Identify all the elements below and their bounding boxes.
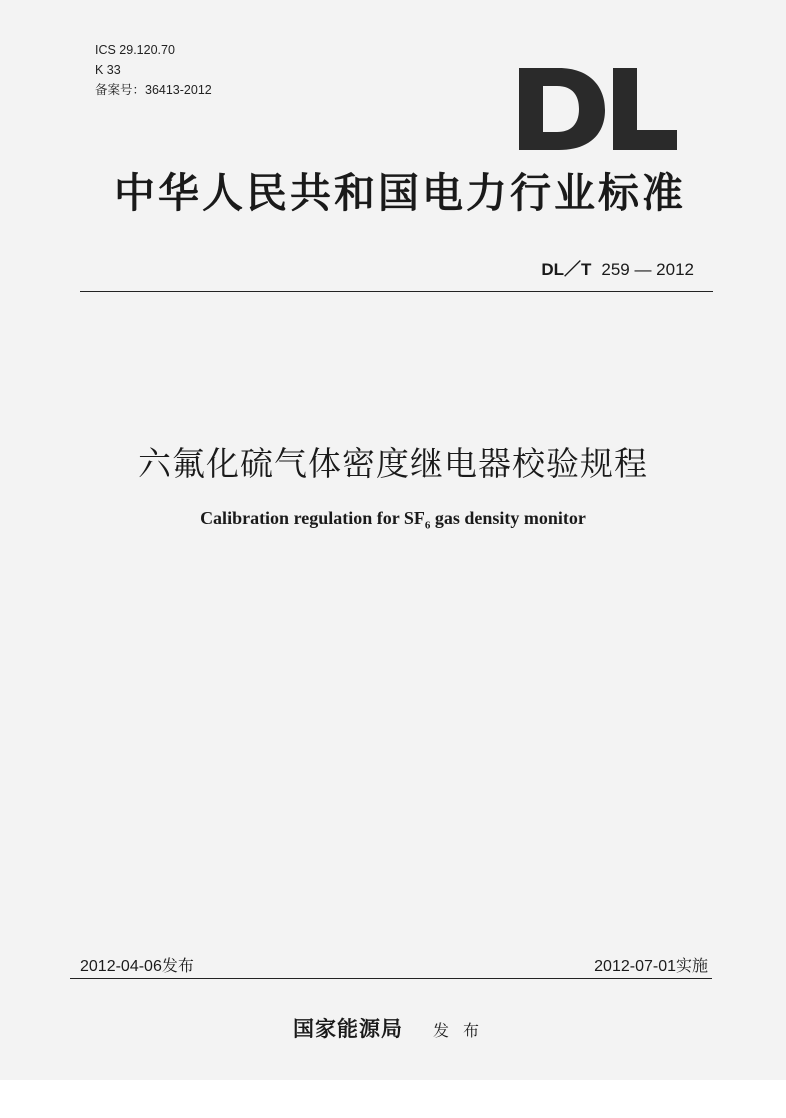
publisher-line: [0, 1013, 786, 1043]
title-english-subscript: 6: [424, 519, 431, 532]
ccs-code: K 33: [95, 63, 121, 77]
dl-logo: [519, 64, 679, 154]
standard-classification: 中华人民共和国电力行业标准: [114, 169, 686, 217]
publisher-action: 发布: [432, 1021, 493, 1040]
implementation-date: 2012-07-01实施: [594, 958, 708, 975]
document-title-chinese: 六氟化硫气体密度继电器校验规程: [138, 444, 648, 483]
title-english-part-1: Calibration regulation for SF: [200, 508, 425, 528]
document-title-english: [0, 508, 786, 532]
footer-divider: [70, 978, 712, 979]
title-english-part-2: gas density monitor: [430, 508, 586, 528]
standard-code: DL／T: [541, 260, 592, 279]
standard-number: [541, 255, 694, 280]
publisher-organization: 国家能源局: [292, 1016, 403, 1041]
standard-number-value: 259 — 2012: [601, 260, 694, 279]
dl-logo-mark: [519, 64, 679, 154]
classification-block: [95, 40, 212, 100]
filing-number: 备案号：36413-2012: [95, 83, 212, 97]
header-divider: [80, 291, 713, 292]
ics-code: ICS 29.120.70: [95, 43, 175, 57]
issue-date: 2012-04-06发布: [80, 958, 194, 975]
